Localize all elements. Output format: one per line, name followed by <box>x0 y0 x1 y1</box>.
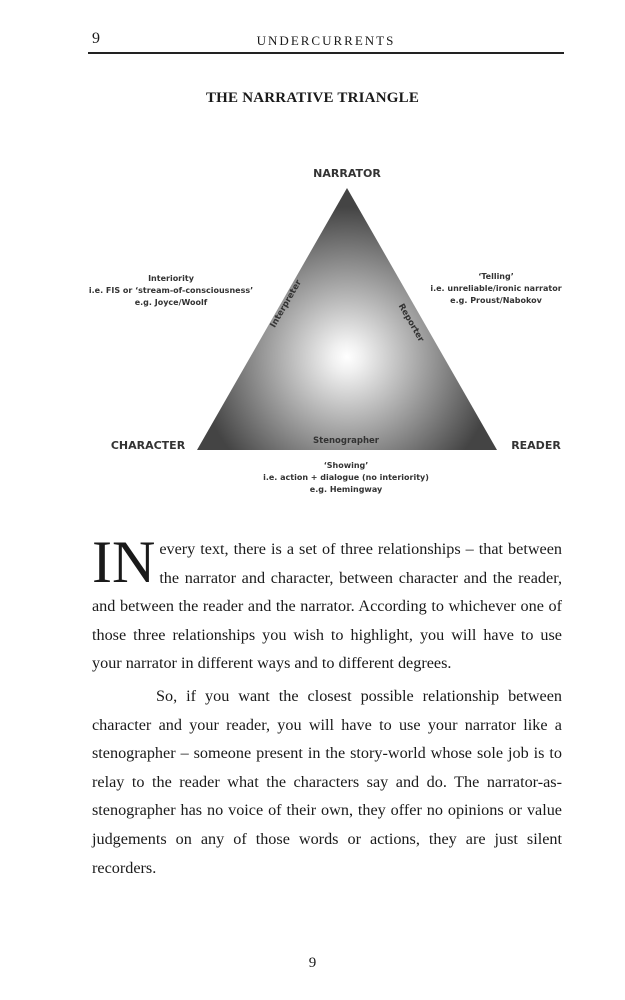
note-right-line-1: ‘Telling’ <box>478 272 514 281</box>
note-right-line-3: e.g. Proust/Nabokov <box>450 296 542 305</box>
footer-page-number: 9 <box>308 955 317 971</box>
paragraph-2: So, if you want the closest possible relationship between character and your reader, you will have to use your narrator like a stenographer – someone present in the story-world whose sole job is to relay to the reader what the characters say and do. The narrator-as-stenographer has no voice of their own, they offer no opinions or value judgements on any of those words or actions, they are just silent recorders. <box>92 686 562 877</box>
paragraph-1-text: every text, there is a set of three relationships – that between the narrator and character, between character and the reader, and between the reader and the narrator. According to whichever one of those three relationships you wish to highlight, you will have to use your narrator in different ways and to different degrees. <box>92 540 562 673</box>
side-stenographer: Stenographer <box>313 436 379 446</box>
note-left-line-1: Interiority <box>148 274 194 283</box>
note-right-line-2: i.e. unreliable/ironic narrator <box>430 284 562 293</box>
narrative-triangle-diagram <box>0 150 625 510</box>
figure-title: THE NARRATIVE TRIANGLE <box>205 90 420 106</box>
vertex-narrator: NARRATOR <box>313 167 381 180</box>
note-bottom-line-3: e.g. Hemingway <box>309 485 383 494</box>
header-page-number: 9 <box>92 30 100 47</box>
paragraph-1 <box>92 529 562 678</box>
note-left-line-2: i.e. FIS or ‘stream-of-consciousness’ <box>88 286 254 295</box>
running-header <box>88 30 564 54</box>
side-reporter: Reporter <box>395 302 426 344</box>
drop-cap: IN <box>92 529 156 595</box>
running-title: UNDERCURRENTS <box>256 33 396 48</box>
note-left-line-3: e.g. Joyce/Woolf <box>134 298 208 307</box>
vertex-character: CHARACTER <box>110 439 186 452</box>
note-bottom-line-1: ‘Showing’ <box>323 461 369 470</box>
triangle-svg <box>0 150 625 510</box>
side-interpreter: Interpreter <box>268 278 304 330</box>
triangle-shape <box>197 188 497 450</box>
body-text <box>92 529 562 882</box>
vertex-reader: READER <box>511 439 561 452</box>
note-bottom-line-2: i.e. action + dialogue (no interiority) <box>263 473 429 482</box>
